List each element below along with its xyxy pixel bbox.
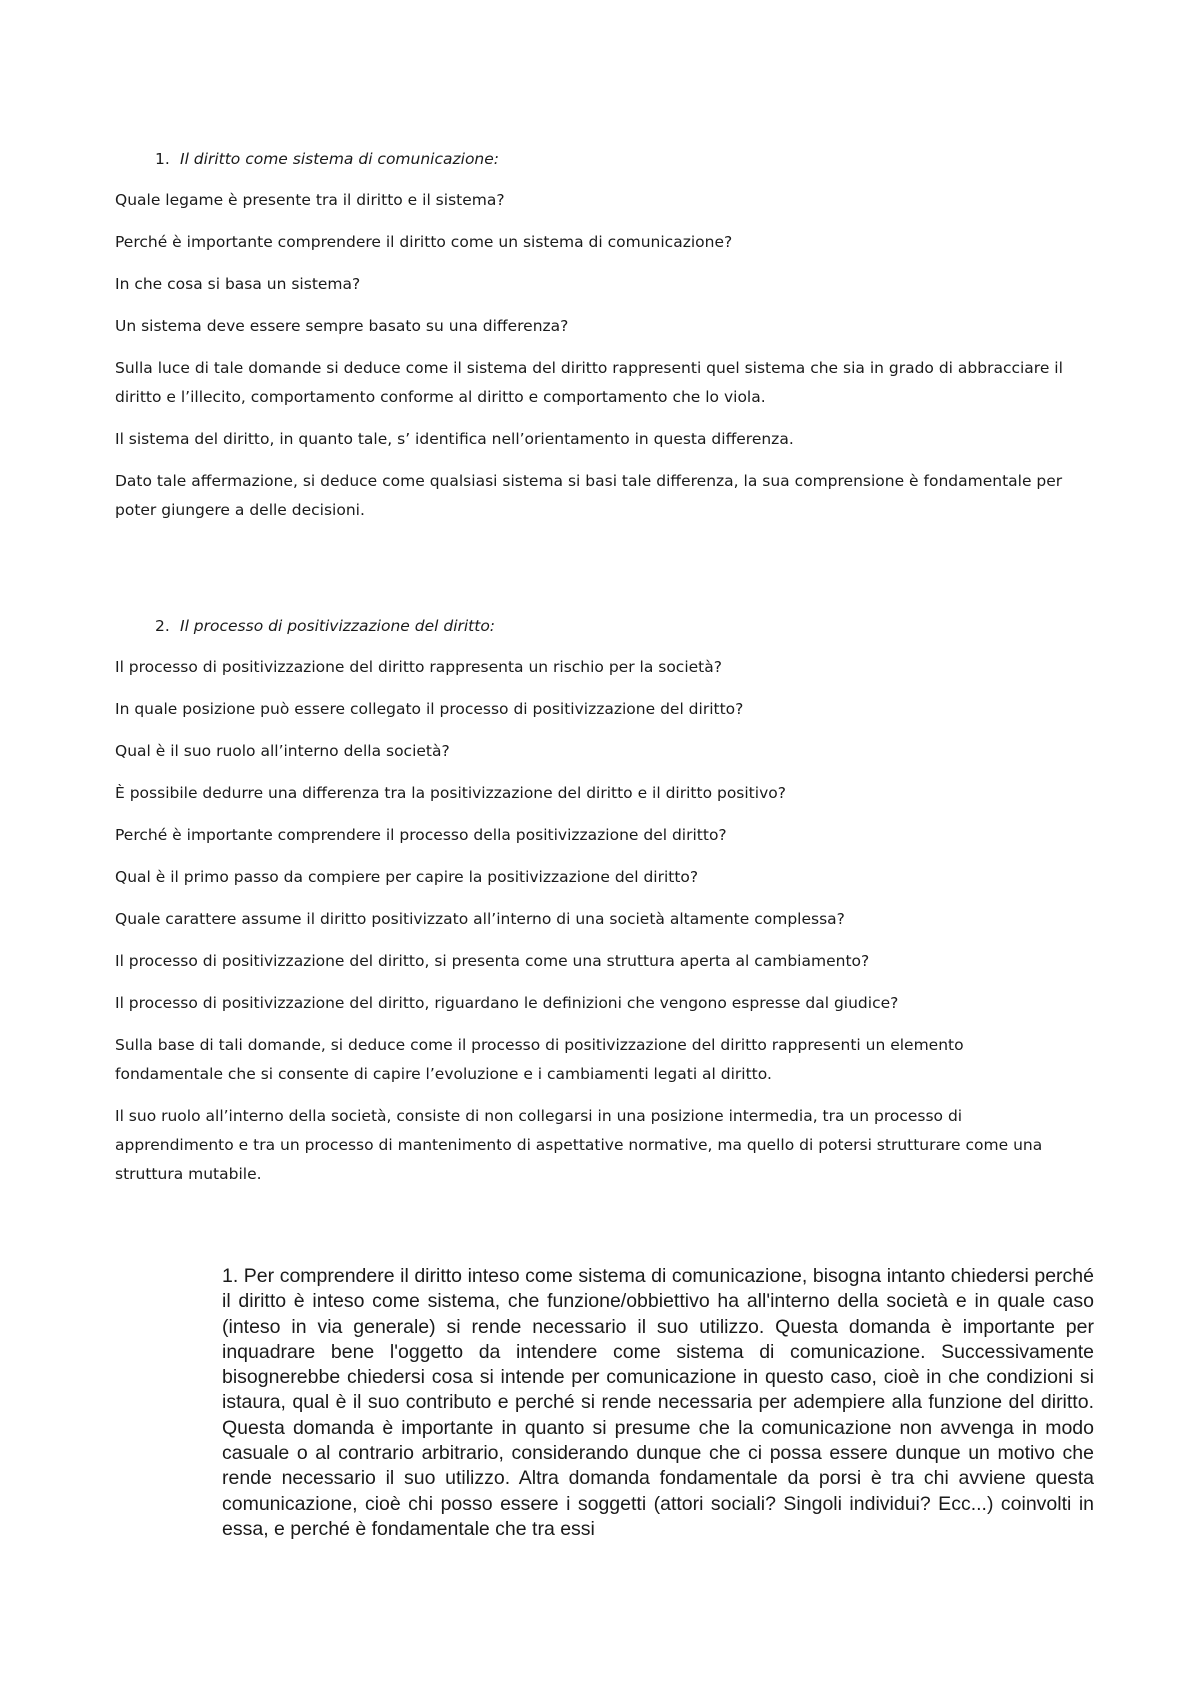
question-paragraph: In quale posizione può essere collegato il processo di positivizzazione del diritto? bbox=[115, 700, 744, 718]
question-paragraph: Qual è il suo ruolo all’interno della società? bbox=[115, 742, 450, 760]
section-diritto-comunicazione bbox=[115, 148, 1075, 538]
answer-paragraph: 1. Per comprendere il diritto inteso come sistema di comunicazione, bisogna intanto chiedersi perché il diritto è inteso come sistema, che funzione/obbiettivo ha all'interno della società e in quale caso (inteso in via generale) si rende necessario il suo utilizzo. Questa domanda è importante per inquadrare bene l'oggetto da intendere come sistema di comunicazione. Successivamente bisognerebbe chiedersi cosa si intende per comunicazione in questo caso, cioè in che condizioni si istaura, qual è il suo contributo e perché si rende necessaria per adempiere alla funzione del diritto. Questa domanda è importante in quanto si presume che la comunicazione non avvenga in modo casuale o al contrario arbitrario, considerando dunque che ci possa essere dunque un motivo che rende necessario il suo utilizzo. Altra domanda fondamentale da porsi è tra chi avviene questa comunicazione, cioè chi posso essere i soggetti (attori sociali? Singoli individui? Ecc...) coinvolti in essa, e perché è fondamentale che tra essi bbox=[222, 1265, 1094, 1540]
question-paragraph: Un sistema deve essere sempre basato su una differenza? bbox=[115, 317, 569, 335]
section-heading bbox=[155, 148, 1075, 170]
conclusion-paragraph: Il sistema del diritto, in quanto tale, s’ identifica nell’orientamento in questa differenza. bbox=[115, 430, 794, 448]
section-number: 2. bbox=[155, 617, 170, 635]
question-paragraph: In che cosa si basa un sistema? bbox=[115, 275, 361, 293]
conclusion-paragraph: Dato tale affermazione, si deduce come qualsiasi sistema si basi tale differenza, la sua comprensione è fondamentale per poter giungere a delle decisioni. bbox=[115, 472, 1063, 519]
question-paragraph: Il processo di positivizzazione del diritto rappresenta un rischio per la società? bbox=[115, 658, 722, 676]
section-number: 1. bbox=[155, 150, 170, 168]
section-positivizzazione bbox=[115, 615, 1075, 1202]
section-title: Il processo di positivizzazione del diritto: bbox=[180, 617, 496, 635]
section-heading bbox=[155, 615, 1075, 637]
question-paragraph: Perché è importante comprendere il processo della positivizzazione del diritto? bbox=[115, 826, 727, 844]
question-paragraph: Quale carattere assume il diritto positivizzato all’interno di una società altamente complessa? bbox=[115, 910, 845, 928]
question-paragraph: Qual è il primo passo da compiere per capire la positivizzazione del diritto? bbox=[115, 868, 699, 886]
section-title: Il diritto come sistema di comunicazione: bbox=[180, 150, 500, 168]
conclusion-paragraph: Sulla base di tali domande, si deduce come il processo di positivizzazione del diritto rappresenti un elemento fondamentale che si consente di capire l’evoluzione e i cambiamenti legati al diritto. bbox=[115, 1036, 964, 1083]
question-paragraph: Quale legame è presente tra il diritto e il sistema? bbox=[115, 191, 505, 209]
question-paragraph: È possibile dedurre una differenza tra la positivizzazione del diritto e il diritto positivo? bbox=[115, 784, 786, 802]
conclusion-paragraph: Sulla luce di tale domande si deduce come il sistema del diritto rappresenti quel sistema che sia in grado di abbracciare il diritto e l’illecito, comportamento conforme al diritto e comportamento che lo viola. bbox=[115, 359, 1063, 406]
question-paragraph: Perché è importante comprendere il diritto come un sistema di comunicazione? bbox=[115, 233, 733, 251]
question-paragraph: Il processo di positivizzazione del diritto, si presenta come una struttura aperta al cambiamento? bbox=[115, 952, 870, 970]
question-paragraph: Il processo di positivizzazione del diritto, riguardano le definizioni che vengono espresse dal giudice? bbox=[115, 994, 899, 1012]
conclusion-paragraph: Il suo ruolo all’interno della società, consiste di non collegarsi in una posizione intermedia, tra un processo di apprendimento e tra un processo di mantenimento di aspettative normative, ma quello di potersi strutturare come una struttura mutabile. bbox=[115, 1107, 1043, 1183]
